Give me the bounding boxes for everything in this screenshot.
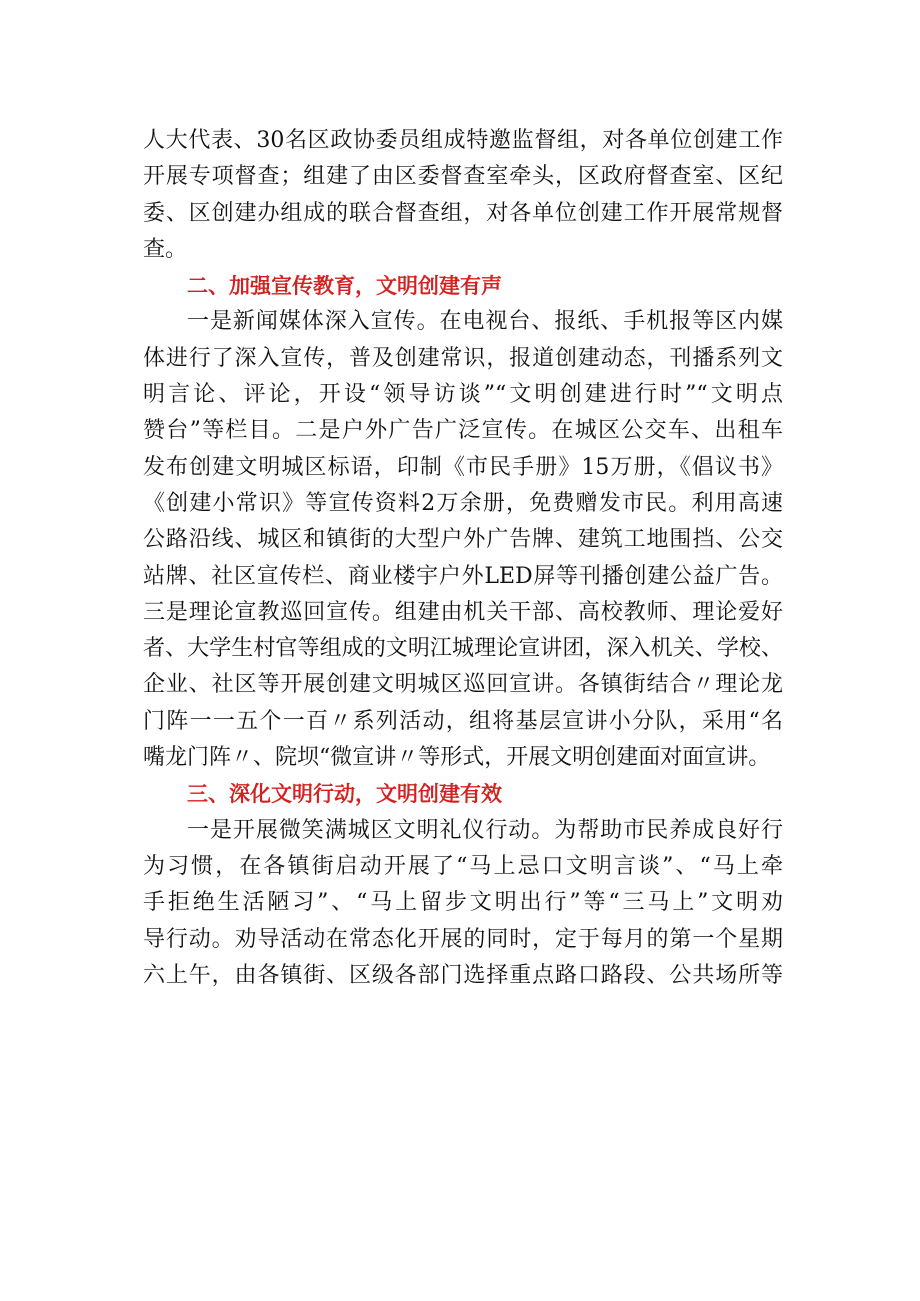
text-line: 为习惯，在各镇街启动开展了“马上忌口文明言谈”、“马上牵: [143, 853, 783, 879]
paragraph-publicity: [143, 304, 783, 776]
text-line: 查。: [143, 236, 188, 262]
text-line: 发布创建文明城区标语，印制《市民手册》15万册，《倡议书》: [143, 454, 783, 480]
section-heading-3: 三、深化文明行动，文明创建有效: [187, 782, 502, 807]
text-line: 六上午，由各镇街、区级各部门选择重点路口路段、公共场所等: [143, 962, 783, 988]
text-line: 体进行了深入宣传，普及创建常识，报道创建动态，刊播系列文: [143, 345, 783, 371]
text-line: 委、区创建办组成的联合督查组，对各单位创建工作开展常规督: [143, 200, 783, 226]
text-line: 一是开展微笑满城区文明礼仪行动。为帮助市民养成良好行: [187, 817, 783, 843]
text-line: 公路沿线、城区和镇街的大型户外广告牌、建筑工地围挡、公交: [143, 527, 783, 553]
text-line: 人大代表、30名区政协委员组成特邀监督组，对各单位创建工作: [143, 128, 783, 153]
text-line: 一是新闻媒体深入宣传。在电视台、报纸、手机报等区内媒: [187, 309, 783, 335]
text-line: 开展专项督查；组建了由区委督查室牵头，区政府督查室、区纪: [143, 164, 783, 190]
paragraph-continued: [143, 123, 783, 268]
text-line: 企业、社区等开展创建文明城区巡回宣讲。各镇街结合〃理论龙: [143, 672, 783, 698]
text-line: 嘴龙门阵〃、院坝“微宣讲〃等形式，开展文明创建面对面宣讲。: [143, 745, 771, 771]
text-line: 三是理论宣教巡回宣传。组建由机关干部、高校教师、理论爱好: [143, 599, 783, 625]
text-line: 门阵一一五个一百〃系列活动，组将基层宣讲小分队，采用“名: [143, 708, 783, 734]
text-line: 站牌、社区宣传栏、商业楼宇户外LED屏等刊播创建公益广告。: [143, 563, 783, 589]
text-line: 赞台”等栏目。二是户外广告广泛宣传。在城区公交车、出租车: [143, 418, 783, 444]
section-heading-2: 二、加强宣传教育，文明创建有声: [187, 274, 502, 299]
text-line: 导行动。劝导活动在常态化开展的同时，定于每月的第一个星期: [143, 926, 783, 952]
text-line: 手拒绝生活陋习”、“马上留步文明出行”等“三马上”文明劝: [143, 890, 783, 916]
text-line: 者、大学生村官等组成的文明江城理论宣讲团，深入机关、学校、: [143, 636, 783, 662]
paragraph-civility-action: [143, 813, 783, 994]
text-line: 明言论、评论，开设“领导访谈”“文明创建进行时”“文明点: [143, 382, 783, 408]
text-line: 《创建小常识》等宣传资料2万余册，免费赠发市民。利用高速: [143, 490, 783, 516]
document-page: [143, 123, 783, 994]
